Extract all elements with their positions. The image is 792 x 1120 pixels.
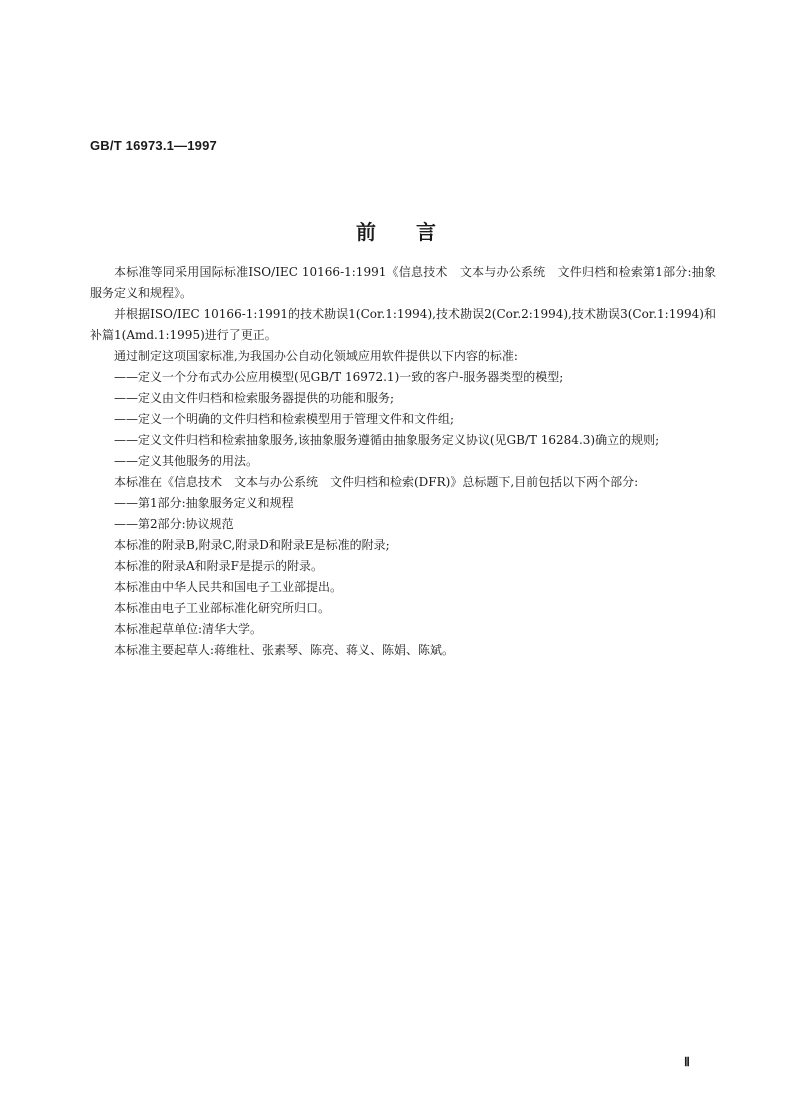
paragraph-informative-annexes: 本标准的附录A和附录F是提示的附录。 — [114, 559, 323, 573]
list-item-functions: ——定义由文件归档和检索服务器提供的功能和服务; — [114, 391, 395, 405]
paragraph-purpose: 通过制定这项国家标准,为我国办公自动化领域应用软件提供以下内容的标准: — [114, 349, 518, 363]
paragraph-normative-annexes: 本标准的附录B,附录C,附录D和附录E是标准的附录; — [114, 538, 390, 552]
page-title: 前言 — [356, 220, 476, 244]
list-item-other-services: ——定义其他服务的用法。 — [114, 454, 259, 468]
list-item-dfr-model: ——定义一个明确的文件归档和检索模型用于管理文件和文件组; — [114, 412, 455, 426]
foreword-body — [90, 262, 716, 661]
page-number: Ⅱ — [684, 1055, 690, 1069]
list-item-part-2: ——第2部分:协议规范 — [114, 517, 234, 531]
document-code: GB/T 16973.1—1997 — [90, 138, 217, 153]
list-item-abstract-service: ——定义文件归档和检索抽象服务,该抽象服务遵循由抽象服务定义协议(见GB/T 16284.3)确立的规则; — [114, 433, 660, 447]
paragraph-drafters: 本标准主要起草人:蒋维杜、张素琴、陈亮、蒋义、陈娟、陈斌。 — [114, 643, 455, 657]
paragraph-parts-intro: 本标准在《信息技术 文本与办公系统 文件归档和检索(DFR)》总标题下,目前包括以下两个部分: — [114, 475, 639, 489]
list-item-part-1: ——第1部分:抽象服务定义和规程 — [114, 496, 294, 510]
paragraph-drafting-unit: 本标准起草单位:清华大学。 — [114, 622, 263, 636]
paragraph-corrigenda: 并根据ISO/IEC 10166-1:1991的技术勘误1(Cor.1:1994),技术勘误2(Cor.2:1994),技术勘误3(Cor.1:1994)和补篇1(Amd.1:1995)进行了更正。 — [90, 307, 716, 342]
paragraph-proposed-by: 本标准由中华人民共和国电子工业部提出。 — [114, 580, 343, 594]
paragraph-adoption: 本标准等同采用国际标准ISO/IEC 10166-1:1991《信息技术 文本与办公系统 文件归档和检索第1部分:抽象服务定义和规程》。 — [90, 265, 716, 300]
paragraph-responsible-by: 本标准由电子工业部标准化研究所归口。 — [114, 601, 331, 615]
list-item-model: ——定义一个分布式办公应用模型(见GB/T 16972.1)一致的客户-服务器类型的模型; — [114, 370, 564, 384]
